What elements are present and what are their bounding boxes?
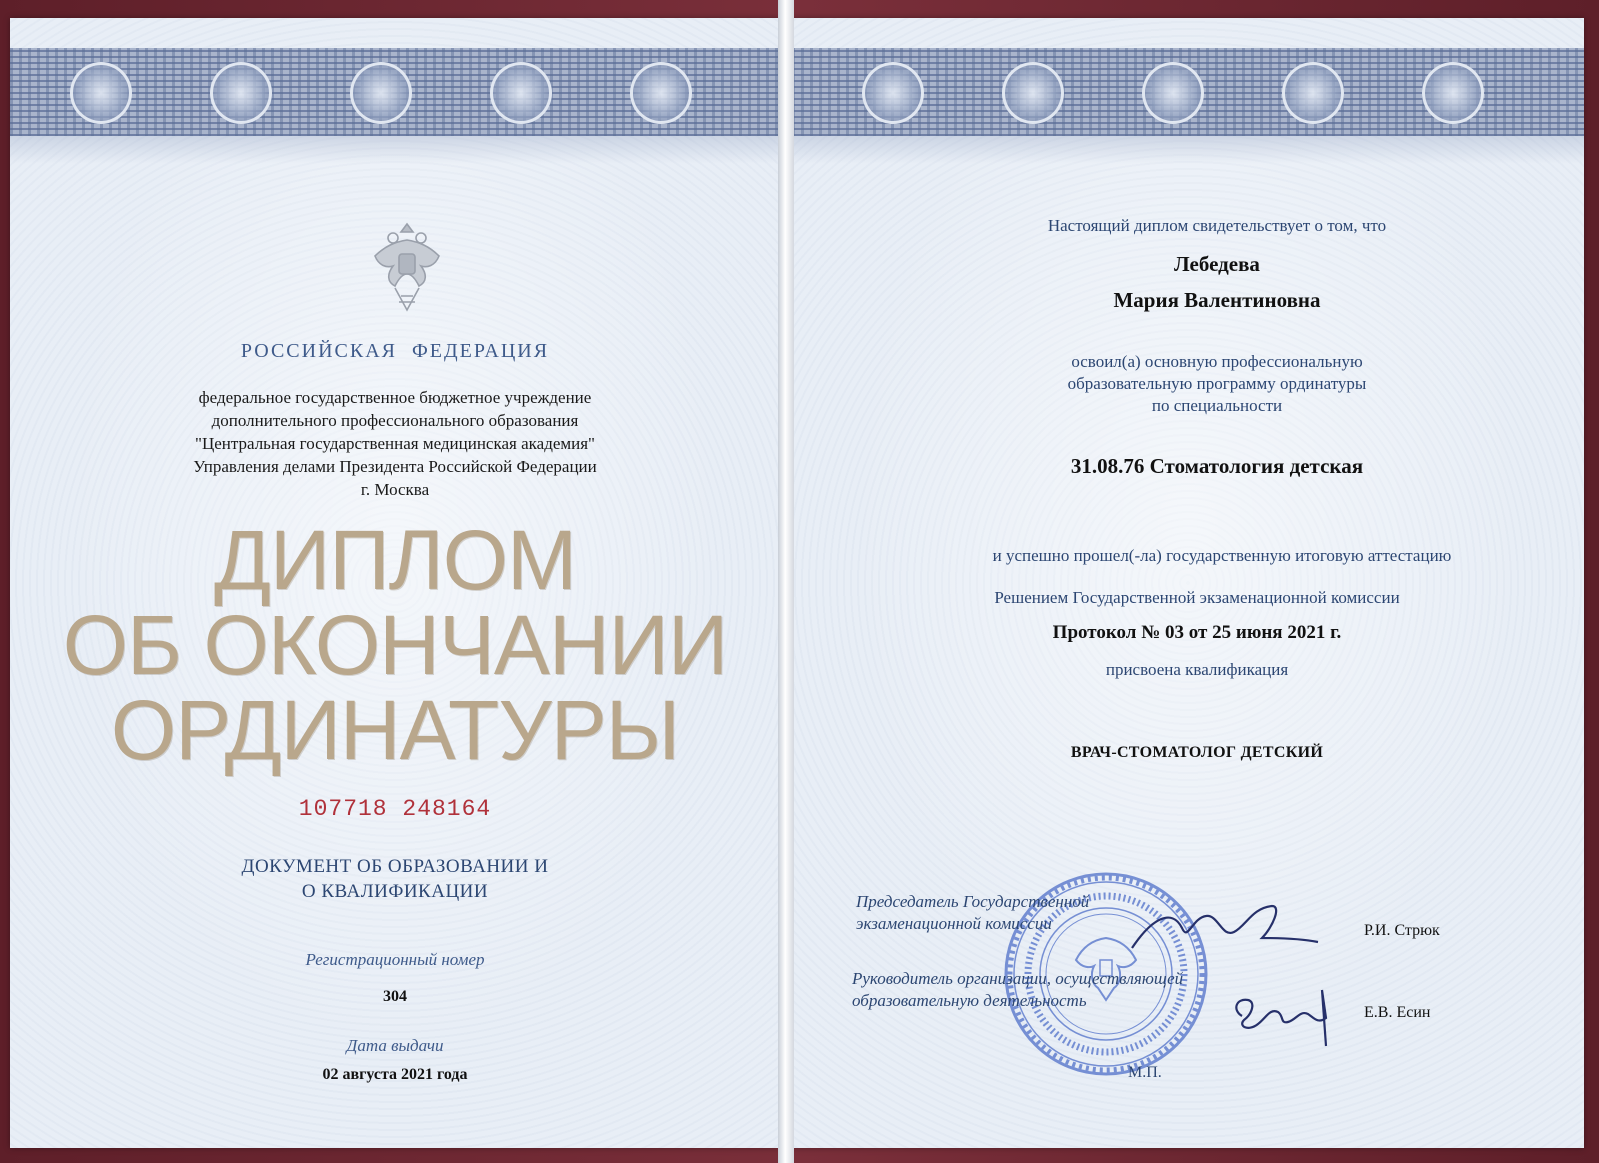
graduate-last-name: Лебедева	[1174, 252, 1260, 276]
binding-spine	[778, 0, 794, 1163]
registration-label: Регистрационный номер	[305, 950, 485, 969]
program-line: освоил(а) основную профессиональную	[1071, 352, 1363, 371]
document-type	[10, 854, 780, 904]
band-rosette-icon	[350, 62, 412, 124]
certification-intro: Настоящий диплом свидетельствует о том, что	[1047, 216, 1387, 235]
diploma-title	[10, 513, 780, 777]
program-statement	[932, 351, 1502, 417]
issue-date: 02 августа 2021 года	[322, 1066, 468, 1083]
band-rosette-icon	[210, 62, 272, 124]
doc-type-line: О КВАЛИФИКАЦИИ	[301, 881, 489, 902]
chair-label	[856, 891, 1089, 935]
institution-line: г. Москва	[360, 480, 430, 499]
head-label-line: образовательную деятельность	[852, 991, 1087, 1010]
band-rosette-icon	[1282, 62, 1344, 124]
institution-line: дополнительного профессионального образования	[211, 411, 579, 430]
issue-date-label: Дата выдачи	[346, 1036, 444, 1055]
program-line: образовательную программу ординатуры	[1067, 374, 1367, 393]
band-rosette-icon	[490, 62, 552, 124]
protocol-number: Протокол № 03 от 25 июня 2021 г.	[1052, 622, 1342, 643]
band-fade	[792, 136, 1584, 164]
band-rosette-icon	[70, 62, 132, 124]
chair-name: Р.И. Стрюк	[1364, 922, 1440, 939]
doc-type-line: ДОКУМЕНТ ОБ ОБРАЗОВАНИИ И	[241, 856, 549, 877]
country-name: РОССИЙСКАЯ ФЕДЕРАЦИЯ	[240, 340, 550, 362]
institution-line: "Центральная государственная медицинская академия"	[195, 434, 595, 453]
program-line: по специальности	[1151, 396, 1283, 415]
institution-name	[10, 386, 780, 501]
commission-decision: Решением Государственной экзаменационной комиссии	[994, 588, 1400, 607]
band-rosette-icon	[1002, 62, 1064, 124]
attestation-statement: и успешно прошел(-ла) государственную итоговую аттестацию	[992, 546, 1452, 565]
head-name: Е.В. Есин	[1364, 1004, 1431, 1021]
title-line: ДИПЛОМ	[213, 513, 577, 607]
qualification: ВРАЧ-СТОМАТОЛОГ ДЕТСКИЙ	[1070, 744, 1324, 761]
graduate-first-middle-name: Мария Валентиновна	[1113, 288, 1321, 312]
title-line: ОБ ОКОНЧАНИИ	[62, 598, 728, 692]
head-label-line: Руководитель организации, осуществляющей	[852, 969, 1184, 988]
chair-label-line: Председатель Государственной	[856, 892, 1090, 911]
band-rosette-icon	[1422, 62, 1484, 124]
right-page	[792, 18, 1584, 1148]
head-label	[852, 968, 1183, 1012]
registration-number: 304	[383, 988, 407, 1005]
head-signature-icon	[1222, 980, 1352, 1050]
double-headed-eagle-emblem-icon	[365, 216, 449, 316]
serial-number: 107718 248164	[298, 796, 492, 822]
stamp-place-label: М.П.	[1128, 1064, 1162, 1081]
chair-label-line: экзаменационной комиссии	[856, 914, 1052, 933]
band-rosette-icon	[1142, 62, 1204, 124]
left-page	[10, 18, 780, 1148]
specialty: 31.08.76 Стоматология детская	[1070, 454, 1364, 478]
band-fade	[10, 136, 780, 164]
qualification-assigned-label: присвоена квалификация	[1105, 660, 1289, 679]
chair-signature-icon	[1122, 898, 1322, 968]
title-line: ОРДИНАТУРЫ	[110, 683, 680, 777]
institution-line: Управления делами Президента Российской Федерации	[193, 457, 597, 476]
institution-line: федеральное государственное бюджетное учреждение	[198, 388, 592, 407]
band-rosette-icon	[862, 62, 924, 124]
band-rosette-icon	[630, 62, 692, 124]
